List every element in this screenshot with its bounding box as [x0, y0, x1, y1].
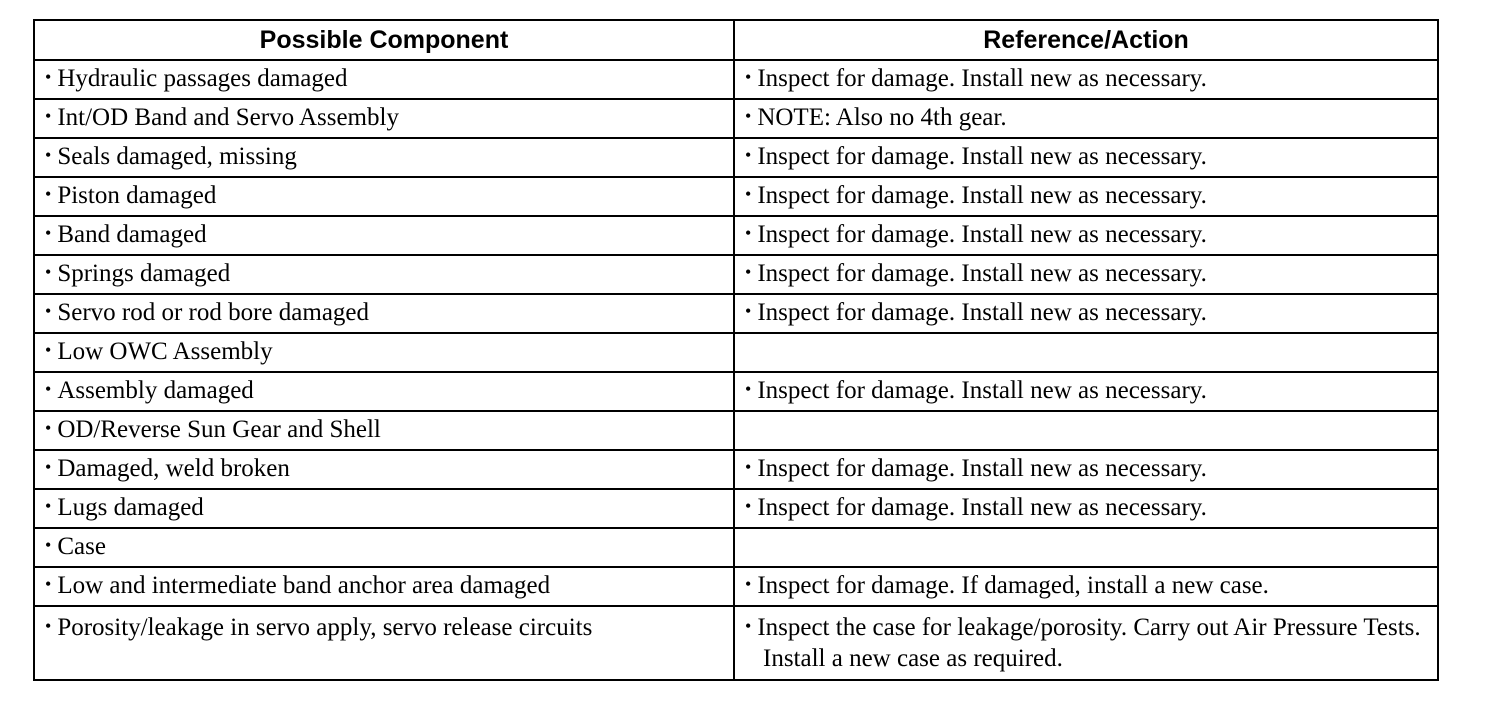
component-cell — [34, 333, 734, 372]
action-cell — [734, 606, 1438, 680]
component-cell — [34, 372, 734, 411]
bullet-icon: • — [45, 457, 52, 477]
action-cell — [734, 60, 1438, 99]
component-cell — [34, 450, 734, 489]
table-row — [34, 99, 1438, 138]
action-text: Inspect for damage. Install new as necessary. — [757, 455, 1207, 482]
action-cell — [734, 99, 1438, 138]
action-text: Inspect for damage. Install new as necessary. — [757, 260, 1207, 287]
bullet-icon: • — [45, 67, 52, 87]
table-row — [34, 567, 1438, 606]
action-text: Inspect for damage. Install new as necessary. — [757, 221, 1207, 248]
component-cell — [34, 99, 734, 138]
component-text: Piston damaged — [57, 182, 217, 209]
action-text: NOTE: Also no 4th gear. — [757, 104, 1007, 131]
component-text: OD/Reverse Sun Gear and Shell — [57, 416, 381, 443]
component-text: Lugs damaged — [57, 494, 204, 521]
component-text: Assembly damaged — [57, 377, 254, 404]
bullet-icon: • — [745, 457, 752, 477]
table-row — [34, 177, 1438, 216]
bullet-icon: • — [745, 223, 752, 243]
table-row — [34, 60, 1438, 99]
component-cell — [34, 528, 734, 567]
header-possible-component: Possible Component — [34, 20, 734, 60]
component-cell — [34, 60, 734, 99]
action-cell — [734, 294, 1438, 333]
table-row — [34, 138, 1438, 177]
component-text: Servo rod or rod bore damaged — [57, 299, 370, 326]
action-cell — [734, 450, 1438, 489]
bullet-icon: • — [45, 616, 52, 636]
bullet-icon: • — [745, 616, 752, 636]
action-cell — [734, 567, 1438, 606]
action-text: Inspect for damage. Install new as necessary. — [757, 299, 1207, 326]
component-text: Case — [57, 533, 106, 560]
table-row — [34, 294, 1438, 333]
table-row — [34, 489, 1438, 528]
header-reference-action: Reference/Action — [734, 20, 1438, 60]
action-text: Inspect for damage. Install new as necessary. — [757, 494, 1207, 521]
action-cell — [734, 489, 1438, 528]
component-text: Band damaged — [57, 221, 207, 248]
action-cell — [734, 372, 1438, 411]
table-row — [34, 333, 1438, 372]
component-cell — [34, 216, 734, 255]
action-text: Inspect for damage. Install new as necessary. — [757, 65, 1207, 92]
bullet-icon: • — [45, 340, 52, 360]
bullet-icon: • — [45, 145, 52, 165]
bullet-icon: • — [745, 496, 752, 516]
bullet-icon: • — [745, 262, 752, 282]
component-cell — [34, 177, 734, 216]
action-text: Inspect for damage. Install new as necessary. — [757, 143, 1207, 170]
component-cell — [34, 138, 734, 177]
bullet-icon: • — [745, 67, 752, 87]
bullet-icon: • — [45, 106, 52, 126]
component-cell — [34, 489, 734, 528]
component-cell — [34, 606, 734, 680]
component-cell — [34, 294, 734, 333]
action-cell — [734, 528, 1438, 567]
bullet-icon: • — [45, 379, 52, 399]
bullet-icon: • — [45, 574, 52, 594]
action-cell — [734, 216, 1438, 255]
action-text: Inspect for damage. Install new as necessary. — [757, 182, 1207, 209]
component-text: Springs damaged — [57, 260, 231, 287]
action-text: Inspect for damage. Install new as necessary. — [757, 377, 1207, 404]
component-text: Porosity/leakage in servo apply, servo release circuits — [57, 614, 593, 641]
action-cell — [734, 333, 1438, 372]
table-row — [34, 372, 1438, 411]
bullet-icon: • — [45, 262, 52, 282]
component-text: Int/OD Band and Servo Assembly — [57, 104, 399, 131]
component-text: Damaged, weld broken — [57, 455, 290, 482]
header-row — [34, 20, 1438, 60]
action-cell — [734, 138, 1438, 177]
table-row — [34, 606, 1438, 680]
bullet-icon: • — [745, 379, 752, 399]
table-row — [34, 528, 1438, 567]
table-row — [34, 450, 1438, 489]
component-cell — [34, 567, 734, 606]
component-text: Low and intermediate band anchor area damaged — [57, 572, 551, 599]
component-text: Seals damaged, missing — [57, 143, 297, 170]
component-cell — [34, 255, 734, 294]
table-row — [34, 216, 1438, 255]
bullet-icon: • — [45, 184, 52, 204]
bullet-icon: • — [45, 535, 52, 555]
bullet-icon: • — [45, 418, 52, 438]
bullet-icon: • — [45, 496, 52, 516]
action-text: Inspect the case for leakage/porosity. Carry out Air Pressure Tests. Install a new case as required. — [757, 614, 1421, 672]
bullet-icon: • — [745, 106, 752, 126]
bullet-icon: • — [745, 301, 752, 321]
action-cell — [734, 177, 1438, 216]
bullet-icon: • — [45, 223, 52, 243]
bullet-icon: • — [45, 301, 52, 321]
bullet-icon: • — [745, 184, 752, 204]
table-row — [34, 411, 1438, 450]
bullet-icon: • — [745, 145, 752, 165]
diagnosis-table — [33, 19, 1439, 681]
bullet-icon: • — [745, 574, 752, 594]
component-cell — [34, 411, 734, 450]
action-text: Inspect for damage. If damaged, install a new case. — [757, 572, 1269, 599]
component-text: Low OWC Assembly — [57, 338, 273, 365]
action-cell — [734, 255, 1438, 294]
table-row — [34, 255, 1438, 294]
component-text: Hydraulic passages damaged — [57, 65, 348, 92]
action-cell — [734, 411, 1438, 450]
